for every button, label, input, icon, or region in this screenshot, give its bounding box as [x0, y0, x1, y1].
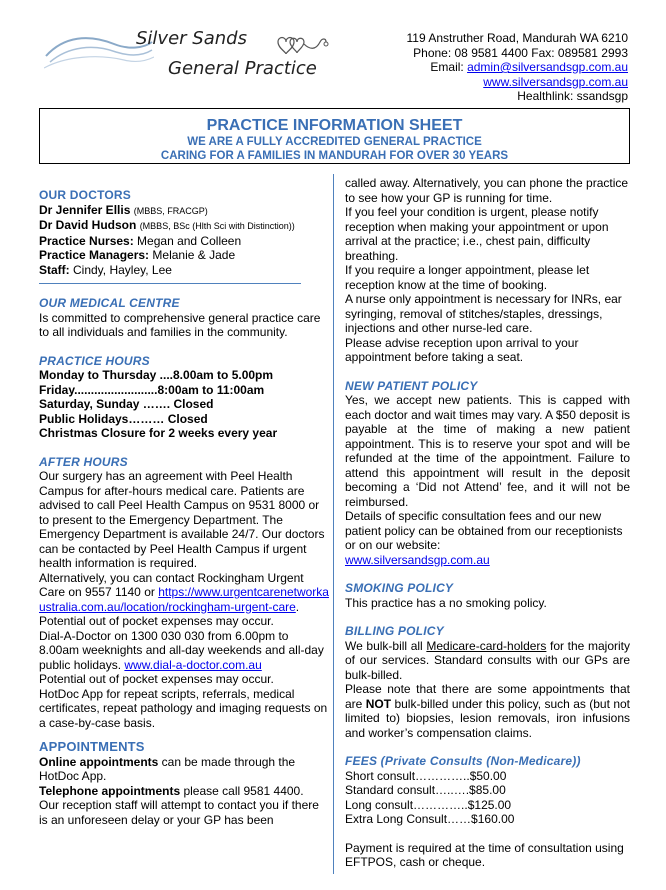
email-link[interactable]: admin@silversandsgp.com.au	[467, 60, 628, 74]
fee-row: Standard consult…..….$85.00	[345, 783, 506, 797]
doctors-heading: OUR DOCTORS	[39, 188, 131, 202]
after-hours-p2: Alternatively, you can contact Rockingham Urgent Care on 9557 1140 or https://www.urgentcarenetworkaustralia.com.au/location/rockingham-urgent-care.	[39, 570, 329, 614]
logo-text-line2: General Practice	[168, 58, 317, 79]
website-link-2[interactable]: www.silversandsgp.com.au	[345, 552, 490, 567]
billing-p1: We bulk-bill all Medicare-card-holders for the majority of our services. Standard consults with our GPs are bulk-billed.	[345, 638, 630, 682]
right-column	[345, 168, 630, 870]
hours-row: Friday.........................8:00am to 11:00am	[39, 382, 265, 397]
new-patient-p1: Yes, we accept new patients. This is capped with each doctor and wait times may vary. A $50 deposit is payable at the time of making a new patient appointment. This is to reserve your spot and will be refunded at the time of the appointment. Failure to attend this appointment will result in the deposit becoming a ‘Did not Attend’ fee, and it will not be reimbursed.	[345, 393, 630, 509]
appointments-p5: Please advise reception upon arrival to your appointment before taking a seat.	[345, 335, 579, 364]
website-link[interactable]: www.silversandsgp.com.au	[483, 74, 628, 89]
address: 119 Anstruther Road, Mandurah WA 6210	[406, 31, 628, 45]
smoking-heading: SMOKING POLICY	[345, 581, 454, 595]
payment-text: Payment is required at the time of consultation using EFTPOS, cash or cheque.	[345, 840, 624, 869]
hours-row: Saturday, Sunday ……. Closed	[39, 397, 214, 411]
fees-heading: FEES (Private Consults (Non-Medicare))	[345, 754, 581, 768]
practice-logo	[44, 26, 344, 86]
contact-block	[407, 31, 628, 104]
email-label: Email:	[430, 60, 468, 74]
after-hours-p1: Our surgery has an agreement with Peel Health Campus for after-hours medical care. Patients are advised to call Peel Health Campus on 9531 8000 or to present to the Emergency Department. The Emergency Department is available 24/7. Our doctors can be contacted by Peel Health Campus if urgent health information is required.	[39, 469, 325, 570]
centre-heading: OUR MEDICAL CENTRE	[39, 296, 180, 310]
hours-heading: PRACTICE HOURS	[39, 353, 150, 368]
banner-subtitle-2: CARING FOR A FAMILIES IN MANDURAH FOR OVER 30 YEARS	[160, 150, 509, 162]
healthlink: Healthlink: ssandsgp	[517, 89, 628, 103]
urgent-care-link[interactable]: https://www.urgentcarenetworkaustralia.com.au/location/rockingham-urgent-care	[39, 585, 329, 614]
hearts-stethoscope-icon	[270, 30, 330, 60]
centre-text: Is committed to comprehensive general practice care to all individuals and families in the community.	[39, 310, 321, 339]
after-hours-heading: AFTER HOURS	[39, 454, 128, 469]
left-column	[39, 168, 329, 827]
managers: Practice Managers: Melanie & Jade	[39, 248, 236, 262]
doctor-2: Dr David Hudson (MBBS, BSc (Hlth Sci with Distinction))	[39, 218, 295, 232]
after-hours-p4: Dial-A-Doctor on 1300 030 030 from 6.00pm to 8.00am weeknights and all-day weekends and all-day public holidays. www.dial-a-doctor.com.au	[39, 628, 324, 672]
fee-row: Long consult…………..$125.00	[345, 797, 512, 812]
billing-p2: Please note that there are some appointments that are NOT bulk-billed under this policy, such as (but not limited to) biopsies, lesion removals, iron infusions and worker’s compensation claims.	[345, 682, 630, 740]
appointments-heading: APPOINTMENTS	[39, 739, 145, 754]
appointments-p1-start: Our reception staff will attempt to contact you if there is an unforeseen delay or your GP has been	[39, 798, 319, 827]
billing-heading: BILLING POLICY	[345, 624, 444, 638]
title-banner	[39, 108, 630, 164]
appointments-p3: If you require a longer appointment, please let reception know at the time of booking.	[345, 263, 590, 292]
after-hours-p5: Potential out of pocket expenses may occur.	[39, 672, 274, 686]
banner-subtitle-1: WE ARE A FULLY ACCREDITED GENERAL PRACTICE	[187, 136, 482, 148]
doctor-1: Dr Jennifer Ellis (MBBS, FRACGP)	[39, 202, 208, 217]
page-title: PRACTICE INFORMATION SHEET	[206, 117, 463, 134]
section-separator	[39, 283, 301, 284]
hours-row: Public Holidays……… Closed	[39, 411, 208, 426]
telephone-appointments: Telephone appointments please call 9581 4400.	[39, 783, 304, 798]
online-appointments: Online appointments can be made through the HotDoc App.	[39, 754, 296, 783]
after-hours-p6: HotDoc App for repeat scripts, referrals, medical certificates, repeat pathology and imaging requests on a case-by-case basis.	[39, 686, 328, 730]
phone-fax: Phone: 08 9581 4400 Fax: 089581 2993	[413, 45, 628, 60]
nurses: Practice Nurses: Megan and Colleen	[39, 233, 242, 248]
fee-row: Short consult…………..$50.00	[345, 768, 507, 783]
new-patient-heading: NEW PATIENT POLICY	[345, 378, 478, 393]
fee-row: Extra Long Consult……$160.00	[345, 812, 515, 826]
appointments-p4: A nurse only appointment is necessary for INRs, ear syringing, removal of stitches/staples, dressings, injections and other nurse-led care.	[345, 292, 622, 335]
email-line	[407, 60, 628, 75]
appointments-p2: If you feel your condition is urgent, please notify reception when making your appointment or upon arrival at the practice; i.e., chest pain, difficulty breathing.	[345, 205, 609, 263]
dial-a-doctor-link[interactable]: www.dial-a-doctor.com.au	[124, 657, 262, 672]
new-patient-p2: Details of specific consultation fees and our new patient policy can be obtained from our receptionists or on our website:	[345, 509, 623, 552]
hours-row: Monday to Thursday ....8.00am to 5.00pm	[39, 368, 274, 382]
after-hours-p3: Potential out of pocket expenses may occur.	[39, 614, 274, 628]
logo-text-line1: Silver Sands	[136, 28, 247, 49]
smoking-text: This practice has a no smoking policy.	[345, 595, 547, 610]
column-divider	[333, 174, 334, 874]
hours-row: Christmas Closure for 2 weeks every year	[39, 426, 278, 440]
appointments-p1-cont: called away. Alternatively, you can phone the practice to see how your GP is running for time.	[345, 176, 629, 205]
staff: Staff: Cindy, Hayley, Lee	[39, 262, 172, 277]
